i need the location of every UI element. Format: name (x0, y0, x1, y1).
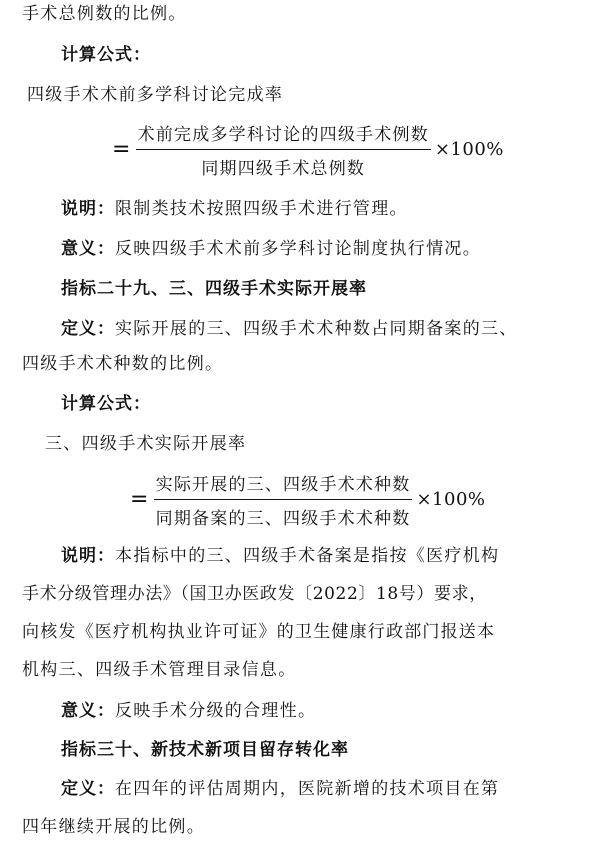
definition-paragraph (61, 317, 518, 341)
definition-paragraph (61, 777, 499, 801)
note-continuation: 向核发《医疗机构执业许可证》的卫生健康行政部门报送本 (22, 622, 496, 642)
meaning-text: 反映手术分级的合理性。 (115, 701, 317, 721)
fraction (136, 120, 431, 179)
multiplier: ×100% (434, 139, 504, 160)
calc-formula-label: 计算公式： (61, 45, 151, 65)
definition-label: 定义： (61, 319, 115, 339)
note-text: 限制类技术按照四级手术进行管理。 (115, 199, 408, 219)
formula-title: 四级手术术前多学科讨论完成率 (27, 85, 284, 105)
formula-1 (112, 120, 504, 179)
note-continuation: 机构三、四级手术管理目录信息。 (22, 660, 297, 680)
definition-label: 定义： (61, 779, 115, 799)
formula-title: 三、四级手术实际开展率 (45, 434, 247, 454)
note-label: 说明： (61, 546, 115, 566)
formula-2 (130, 470, 486, 529)
fraction-denominator: 同期备案的三、四级手术术种数 (155, 509, 411, 529)
meaning-label: 意义： (61, 239, 115, 259)
meaning-paragraph (61, 699, 316, 723)
indicator-heading: 指标三十、新技术新项目留存转化率 (61, 740, 349, 760)
note-label: 说明： (61, 199, 115, 219)
equals-sign: = (112, 137, 132, 162)
meaning-paragraph (61, 237, 481, 261)
fraction-numerator: 术前完成多学科讨论的四级手术例数 (136, 120, 431, 150)
fraction (154, 470, 413, 529)
note-continuation: 手术分级管理办法》（国卫办医政发〔2022〕18号）要求， (22, 584, 487, 604)
note-paragraph (61, 197, 408, 221)
indicator-heading: 指标二十九、三、四级手术实际开展率 (61, 279, 367, 299)
definition-continuation: 四年继续开展的比例。 (22, 817, 205, 837)
paragraph-text: 手术总例数的比例。 (22, 4, 187, 24)
fraction-denominator: 同期四级手术总例数 (201, 159, 366, 179)
definition-text: 在四年的评估周期内，医院新增的技术项目在第 (115, 779, 500, 799)
fraction-numerator: 实际开展的三、四级手术术种数 (154, 470, 413, 500)
multiplier: ×100% (416, 489, 486, 510)
meaning-text: 反映四级手术术前多学科讨论制度执行情况。 (115, 239, 481, 259)
definition-continuation: 四级手术术种数的比例。 (22, 354, 224, 374)
calc-formula-label: 计算公式： (61, 394, 151, 414)
meaning-label: 意义： (61, 701, 115, 721)
note-text: 本指标中的三、四级手术备案是指按《医疗机构 (115, 546, 500, 566)
definition-text: 实际开展的三、四级手术术种数占同期备案的三、 (115, 319, 518, 339)
note-paragraph (61, 544, 499, 568)
equals-sign: = (130, 487, 150, 512)
